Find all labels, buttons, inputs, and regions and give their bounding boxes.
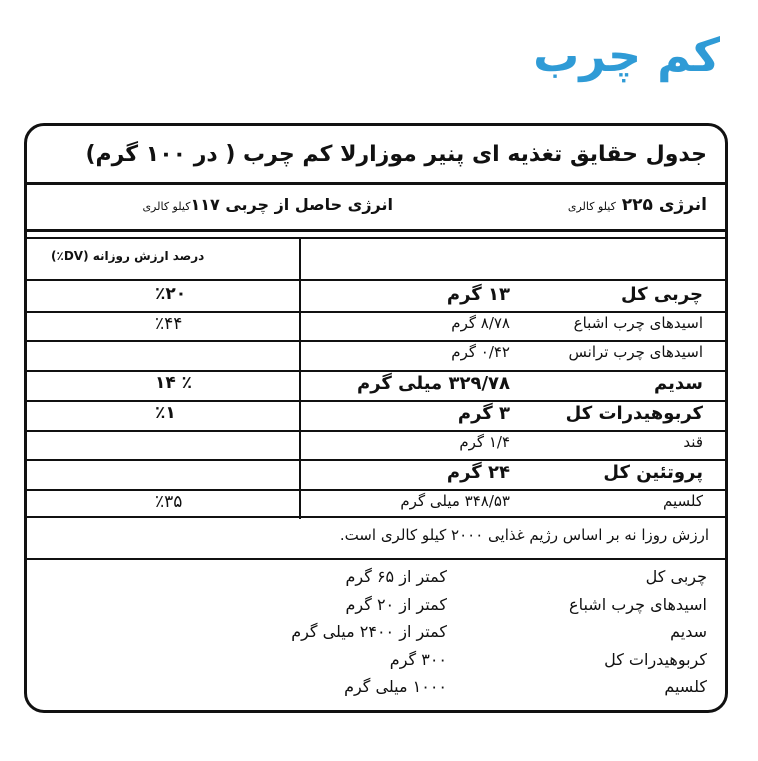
energy-value: ۲۲۵ xyxy=(621,195,653,215)
energy-total xyxy=(568,195,707,215)
nutrition-title: جدول حقایق تغذیه ای پنیر موزارلا کم چرب ( در ۱۰۰ گرم) xyxy=(27,126,725,185)
energy-fat-value: ۱۱۷ xyxy=(190,195,220,214)
nutrient-table xyxy=(27,237,725,519)
nutrient-amount: ۱۳ گرم xyxy=(446,284,510,305)
nutrient-name: پروتئین کل xyxy=(603,462,703,484)
reference-nutrient: چربی کل xyxy=(645,567,707,586)
energy-row xyxy=(27,185,725,232)
nutrient-name: اسیدهای چرب ترانس xyxy=(568,343,703,362)
reference-value: کمتر از ۲۰ گرم xyxy=(345,594,447,614)
reference-nutrient: کلسیم xyxy=(664,677,707,696)
nutrient-amount: ۱/۴ گرم xyxy=(459,432,510,451)
nutrient-amount: ۸/۷۸ گرم xyxy=(451,313,510,332)
reference-value: ۳۰۰ گرم xyxy=(389,649,447,669)
reference-value: کمتر از ۲۴۰۰ میلی گرم xyxy=(291,622,447,641)
nutrient-amount: ۰/۴۲ گرم xyxy=(451,343,510,362)
nutrient-dv: ٪ ۱۴ xyxy=(155,373,193,394)
nutrient-name: قند xyxy=(683,432,703,451)
reference-nutrient: سدیم xyxy=(670,622,707,641)
nutrient-name: چربی کل xyxy=(621,284,703,305)
row-divider xyxy=(27,311,725,313)
row-divider xyxy=(27,400,725,402)
nutrient-amount: ۳۲۹/۷۸ میلی گرم xyxy=(357,373,510,395)
nutrient-name: کلسیم xyxy=(663,491,703,510)
reference-nutrient: کربوهیدرات کل xyxy=(604,649,707,669)
row-divider xyxy=(27,279,725,281)
nutrient-dv: ٪۴۴ xyxy=(155,313,183,334)
nutrient-dv: ٪۲۰ xyxy=(155,284,187,304)
column-divider xyxy=(299,239,301,519)
row-divider xyxy=(27,459,725,461)
energy-fat-label: انرژی حاصل از چربی xyxy=(225,195,393,214)
daily-value-note: ارزش روزا نه بر اساس رژیم غذایی ۲۰۰۰ کیلو کالری است. xyxy=(339,526,709,544)
reference-value: ۱۰۰۰ میلی گرم xyxy=(344,677,447,696)
dv-header: درصد ارزش روزانه (DV٪) xyxy=(51,249,205,263)
reference-value: کمتر از ۶۵ گرم xyxy=(345,567,447,586)
nutrition-facts-panel xyxy=(24,123,728,713)
nutrient-name: سدیم xyxy=(654,373,703,395)
nutrient-dv: ٪۳۵ xyxy=(155,491,183,512)
energy-label: انرژی xyxy=(658,195,707,215)
nutrient-name: کربوهیدرات کل xyxy=(565,402,703,424)
energy-from-fat xyxy=(142,195,393,214)
nutrient-name: اسیدهای چرب اشباع xyxy=(573,313,703,332)
row-divider xyxy=(27,340,725,342)
nutrient-amount: ۳۴۸/۵۳ میلی گرم xyxy=(400,491,510,510)
row-divider xyxy=(27,370,725,372)
section-divider xyxy=(27,516,725,518)
row-divider xyxy=(27,430,725,432)
section-divider xyxy=(27,558,725,560)
nutrient-dv: ٪۱ xyxy=(155,402,176,423)
energy-fat-unit: کیلو کالری xyxy=(142,200,191,213)
reference-nutrient: اسیدهای چرب اشباع xyxy=(569,594,707,614)
energy-unit: کیلو کالری xyxy=(567,200,616,213)
brand-title: کم چرب xyxy=(533,28,720,82)
nutrient-amount: ۲۴ گرم xyxy=(446,462,510,484)
nutrient-amount: ۳ گرم xyxy=(457,402,510,424)
row-divider xyxy=(27,489,725,491)
